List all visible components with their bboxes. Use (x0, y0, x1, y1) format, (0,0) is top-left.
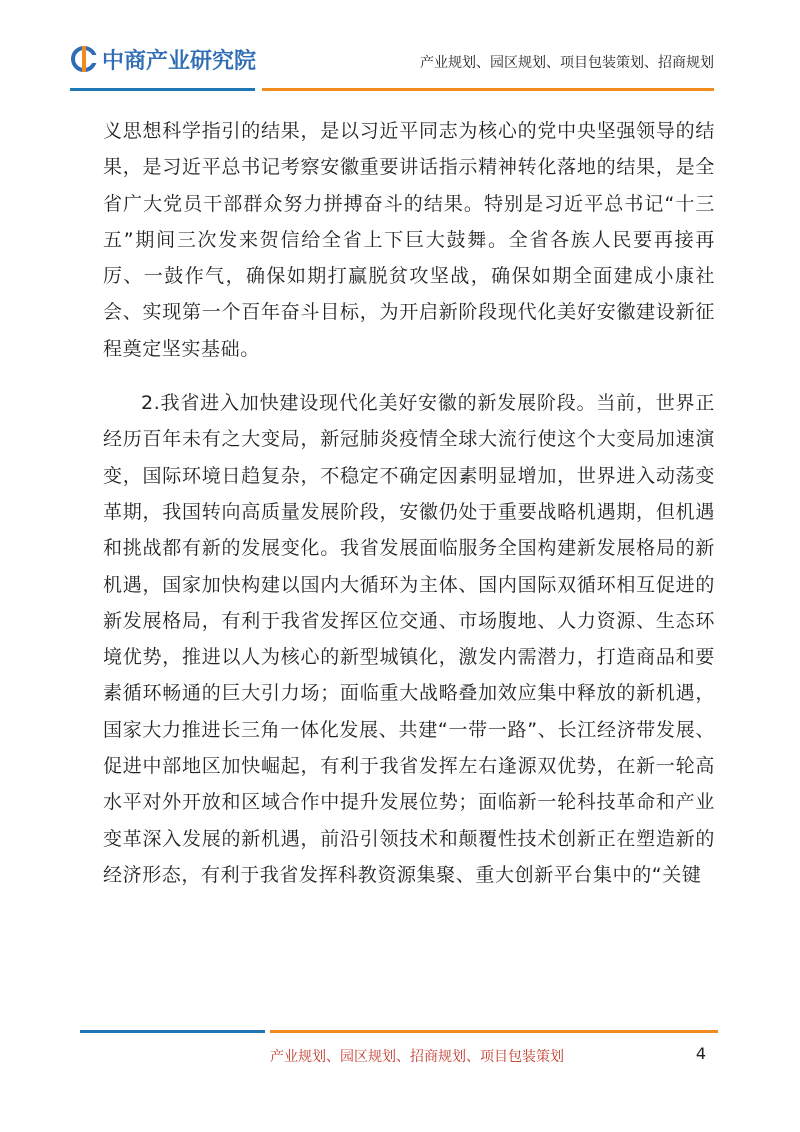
page-footer (0, 1020, 800, 1100)
header-divider-orange (262, 88, 714, 91)
header-divider-blue (70, 88, 255, 91)
logo-text: 中商产业研究院 (102, 48, 257, 74)
footer-divider-orange (270, 1030, 718, 1033)
document-body (103, 113, 715, 893)
paragraph-continued: 义思想科学指引的结果，是以习近平同志为核心的党中央坚强领导的结果，是习近平总书记考察安徽重要讲话指示精神转化落地的结果，是全省广大党员干部群众努力拼搏奋斗的结果。特别是习近平总书记“十三五”期间三次发来贺信给全省上下巨大鼓舞。全省各族人民要再接再厉、一鼓作气，确保如期打赢脱贫攻坚战，确保如期全面建成小康社会、实现第一个百年奋斗目标，为开启新阶段现代化美好安徽建设新征程奠定坚实基础。 (103, 120, 715, 360)
header-tagline: 产业规划、园区规划、项目包装策划、招商规划 (420, 55, 714, 71)
logo (70, 42, 256, 76)
footer-tagline: 产业规划、园区规划、招商规划、项目包装策划 (270, 1049, 564, 1065)
page-number: 4 (695, 1044, 706, 1063)
page-header (0, 0, 800, 100)
cn-logo-icon (70, 45, 98, 73)
footer-divider-blue (80, 1030, 265, 1033)
paragraph-section-2: 2.我省进入加快建设现代化美好安徽的新发展阶段。当前，世界正经历百年未有之大变局，新冠肺炎疫情全球大流行使这个大变局加速演变，国际环境日趋复杂，不稳定不确定因素明显增加，世界进入动荡变革期，我国转向高质量发展阶段，安徽仍处于重要战略机遇期，但机遇和挑战都有新的发展变化。我省发展面临服务全国构建新发展格局的新机遇，国家加快构建以国内大循环为主体、国内国际双循环相互促进的新发展格局，有利于我省发挥区位交通、市场腹地、人力资源、生态环境优势，推进以人为核心的新型城镇化，激发内需潜力，打造商品和要素循环畅通的巨大引力场；面临重大战略叠加效应集中释放的新机遇，国家大力推进长三角一体化发展、共建“一带一路”、长江经济带发展、促进中部地区加快崛起，有利于我省发挥左右逢源双优势，在新一轮高水平对外开放和区域合作中提升发展位势；面临新一轮科技革命和产业变革深入发展的新机遇，前沿引领技术和颠覆性技术创新正在塑造新的经济形态，有利于我省发挥科教资源集聚、重大创新平台集中的“关键 (103, 392, 715, 886)
